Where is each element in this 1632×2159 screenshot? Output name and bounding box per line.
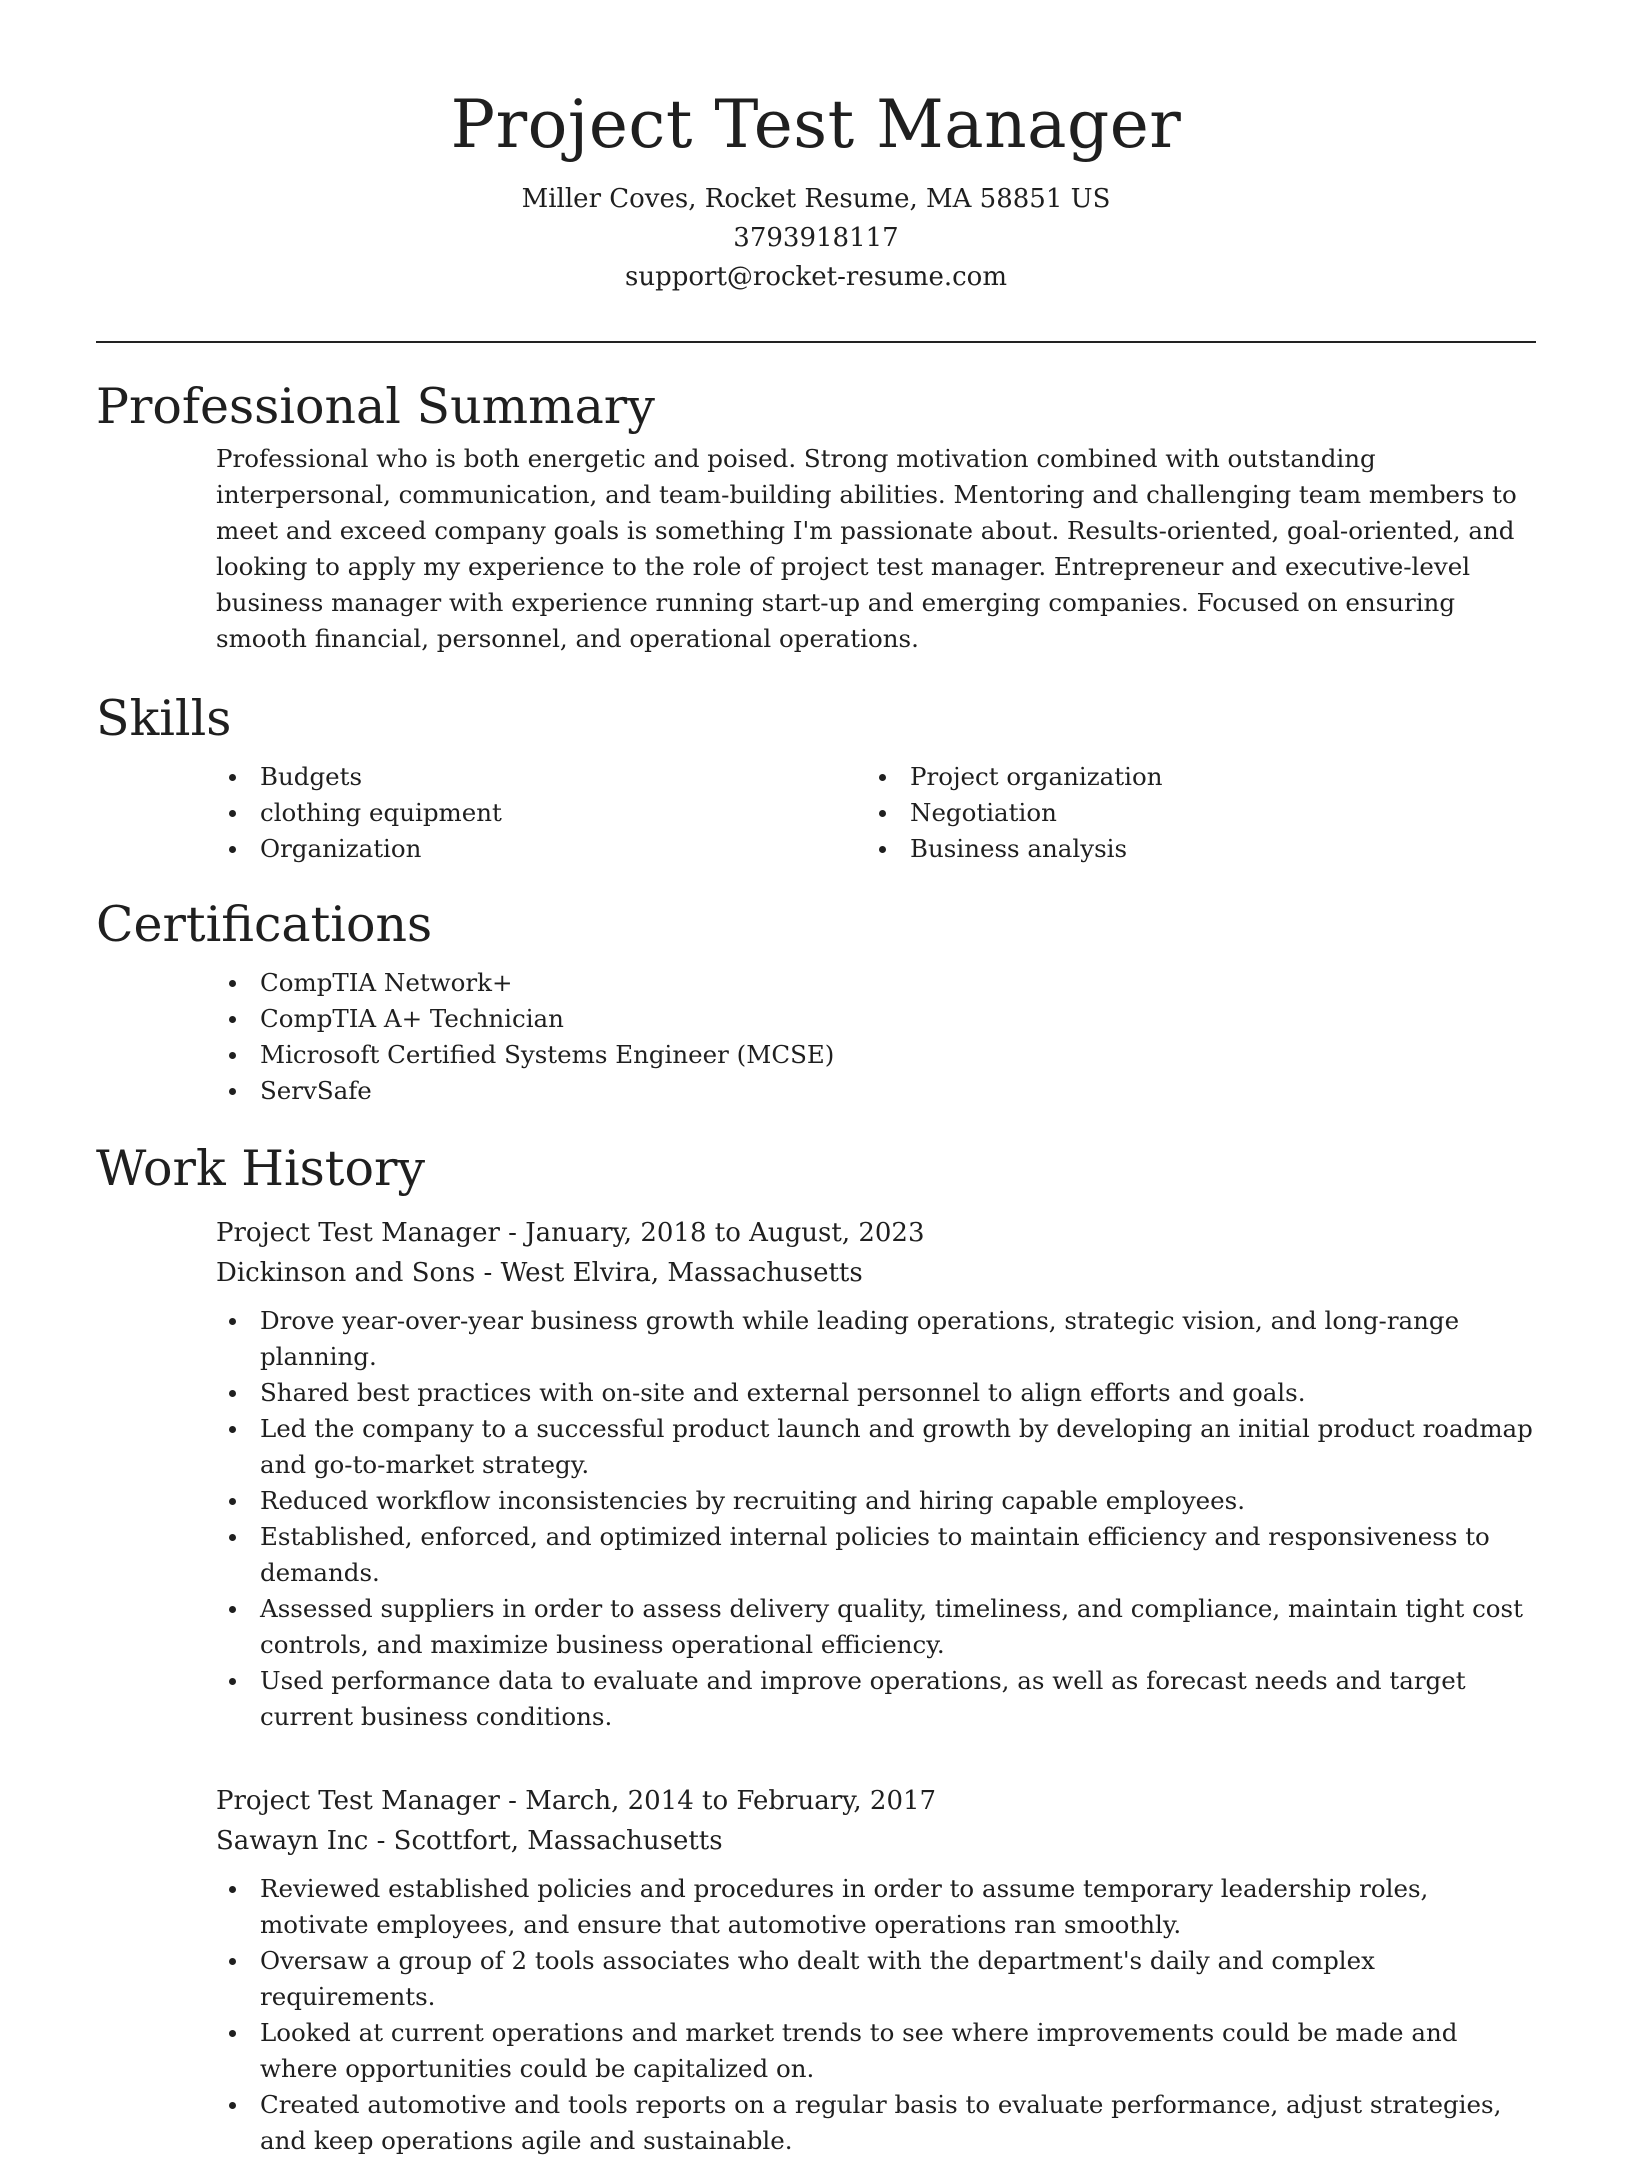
job-role-dates: Project Test Manager - March, 2014 to February, 2017: [216, 1786, 937, 1816]
job-bullets: [216, 1303, 1536, 1735]
job-bullet: Reduced workflow inconsistencies by recruiting and hiring capable employees.: [216, 1483, 1536, 1519]
job-bullet: Used performance data to evaluate and improve operations, as well as forecast needs and target current business conditions.: [216, 1663, 1536, 1735]
candidate-name: Project Test Manager: [450, 86, 1182, 163]
resume-header: [0, 80, 1632, 297]
job-company-location: Dickinson and Sons - West Elvira, Massachusetts: [216, 1258, 863, 1288]
certification-item: CompTIA Network+: [216, 965, 1536, 1001]
job-bullets: [216, 1871, 1536, 2159]
job-bullet: Assessed suppliers in order to assess delivery quality, timeliness, and compliance, maintain tight cost controls, and maximize business operational efficiency.: [216, 1591, 1536, 1663]
job-bullet: Reviewed established policies and procedures in order to assume temporary leadership roles, motivate employees, and ensure that automotive operations ran smoothly.: [216, 1871, 1536, 1943]
skill-item: Project organization: [866, 759, 1516, 795]
skill-item: Negotiation: [866, 795, 1516, 831]
phone: 3793918117: [733, 223, 899, 253]
work-history-section: [96, 1137, 1536, 2159]
job-entry: [96, 1213, 1536, 1735]
work-history-title: Work History: [96, 1140, 426, 1197]
job-role-dates: Project Test Manager - January, 2018 to August, 2023: [216, 1218, 925, 1248]
job-bullet: Led the company to a successful product launch and growth by developing an initial product roadmap and go-to-market strategy.: [216, 1411, 1536, 1483]
skill-item: Business analysis: [866, 831, 1516, 867]
job-bullet: Drove year-over-year business growth while leading operations, strategic vision, and long-range planning.: [216, 1303, 1536, 1375]
certification-item: CompTIA A+ Technician: [216, 1001, 1536, 1037]
resume-body: [96, 375, 1536, 2159]
certifications-title: Certifications: [96, 896, 433, 953]
skill-item: Organization: [216, 831, 866, 867]
job-company-location: Sawayn Inc - Scottfort, Massachusetts: [216, 1826, 723, 1856]
job-bullet: Established, enforced, and optimized internal policies to maintain efficiency and responsiveness to demands.: [216, 1519, 1536, 1591]
email: support@rocket-resume.com: [624, 262, 1007, 292]
job-bullet: Shared best practices with on-site and external personnel to align efforts and goals.: [216, 1375, 1536, 1411]
skills-section: [96, 687, 1536, 867]
skill-item: Budgets: [216, 759, 866, 795]
certification-item: ServSafe: [216, 1073, 1536, 1109]
certifications-section: [96, 893, 1536, 1109]
certification-item: Microsoft Certified Systems Engineer (MCSE): [216, 1037, 1536, 1073]
summary-section: [96, 375, 1536, 657]
job-bullet: Oversaw a group of 2 tools associates who dealt with the department's daily and complex requirements.: [216, 1943, 1536, 2015]
summary-title: Professional Summary: [96, 378, 655, 435]
certifications-list: [216, 965, 1536, 1109]
address: Miller Coves, Rocket Resume, MA 58851 US: [521, 184, 1111, 214]
skills-column-right: [866, 759, 1516, 867]
skills-title: Skills: [96, 690, 232, 747]
job-bullet: Created automotive and tools reports on a regular basis to evaluate performance, adjust strategies, and keep operations agile and sustainable.: [216, 2087, 1536, 2159]
job-bullet: Looked at current operations and market trends to see where improvements could be made and where opportunities could be capitalized on.: [216, 2015, 1536, 2087]
header-divider: [96, 341, 1536, 343]
skills-grid: [216, 759, 1536, 867]
skill-item: clothing equipment: [216, 795, 866, 831]
job-entry: [96, 1781, 1536, 2159]
skills-column-left: [216, 759, 866, 867]
contact-block: [0, 180, 1632, 297]
summary-text: Professional who is both energetic and poised. Strong motivation combined with outstanding interpersonal, communication, and team-building abilities. Mentoring and challenging team members to meet and exceed company goals is something I'm passionate about. Results-oriented, goal-oriented, and looking to apply my experience to the role of project test manager. Entrepreneur and executive-level business manager with experience running start-up and emerging companies. Focused on ensuring smooth financial, personnel, and operational operations.: [216, 444, 1517, 653]
